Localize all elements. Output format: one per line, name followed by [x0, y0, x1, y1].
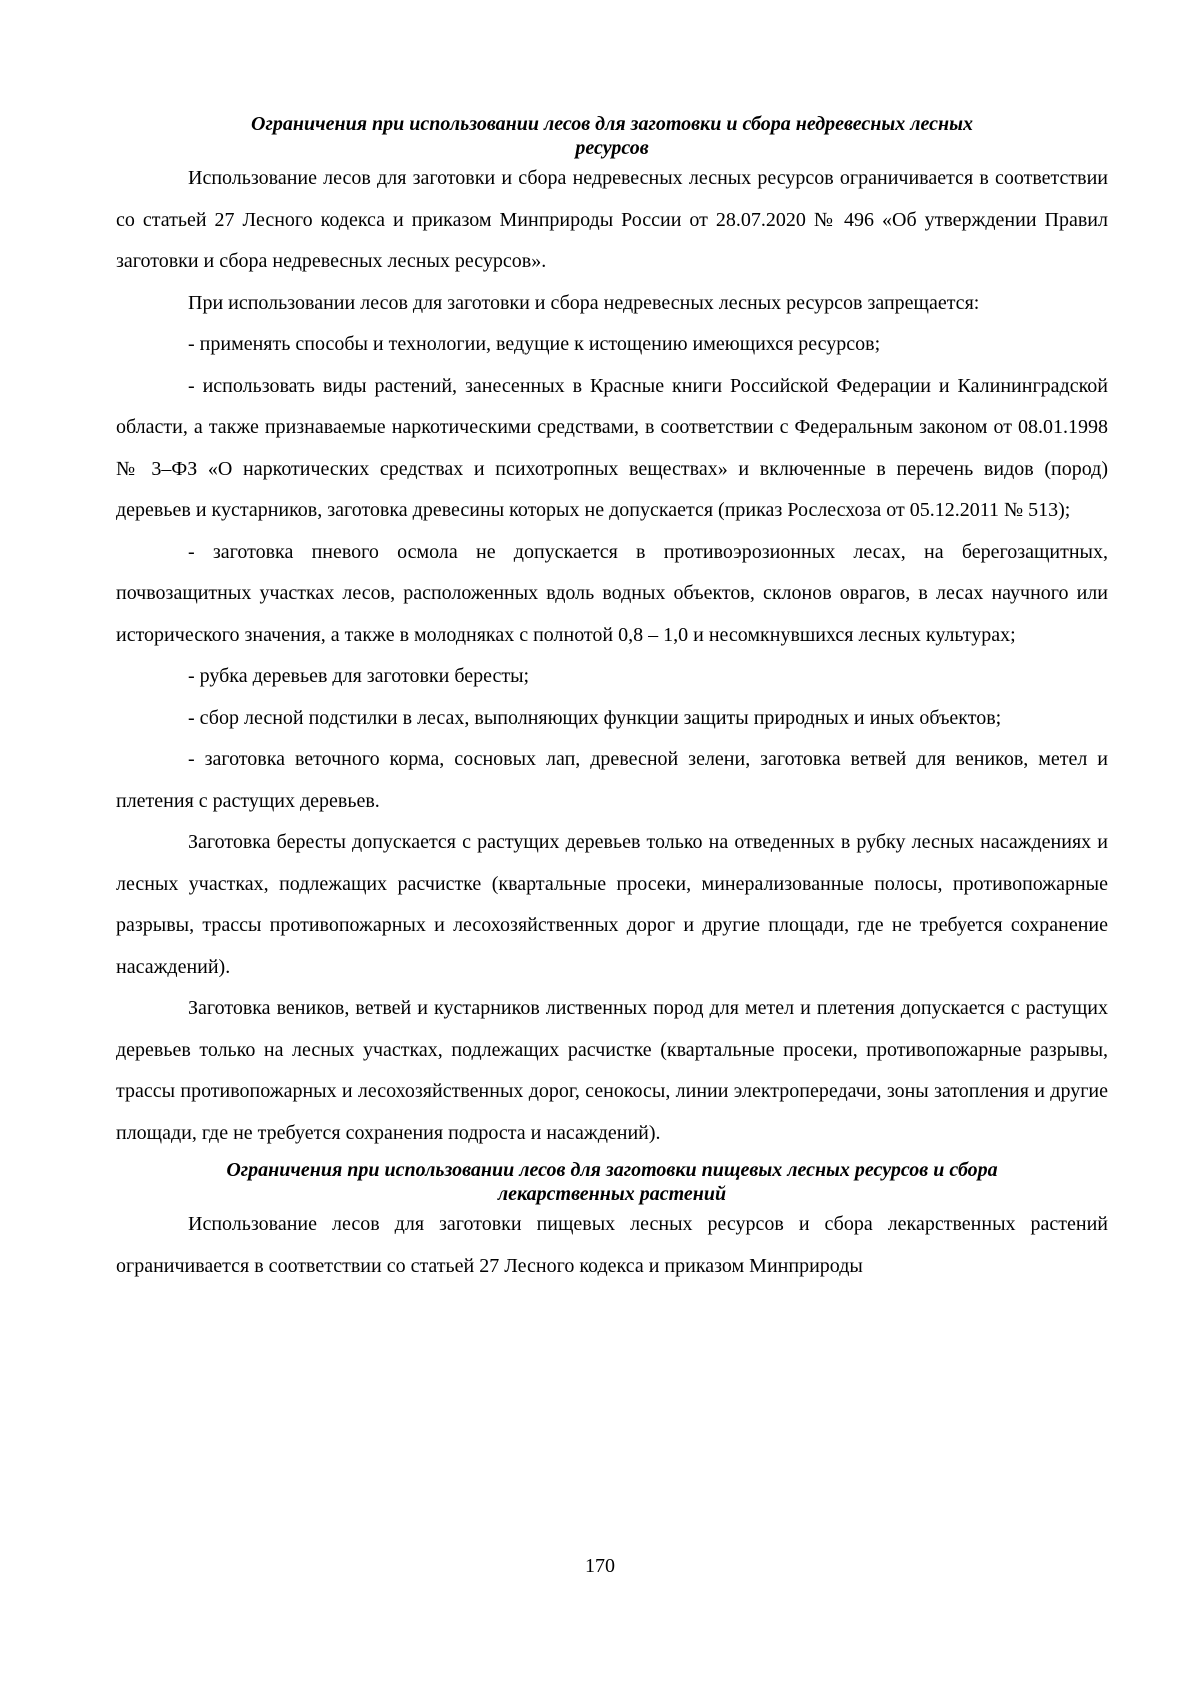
- list-item: - рубка деревьев для заготовки бересты;: [188, 665, 530, 687]
- heading-line: ресурсов: [575, 137, 649, 159]
- paragraph: При использовании лесов для заготовки и сбора недревесных лесных ресурсов запрещается:: [188, 291, 980, 314]
- section-heading-food-resources: [116, 1158, 1108, 1206]
- paragraph: Заготовка бересты допускается с растущих деревьев только на отведенных в рубку лесных насаждениях и лесных участках, подлежащих расчистке (квартальные просеки, минерализованные полосы, противопожарные разрывы, трассы противопожарных и лесохозяйственных дорог и другие площади, где не требуется сохранение насаждений).: [116, 831, 1108, 978]
- paragraph: Использование лесов для заготовки пищевых лесных ресурсов и сбора лекарственных растений ограничивается в соответствии со статьей 27 Лесного кодекса и приказом Минприроды: [116, 1213, 1108, 1277]
- list-item: - заготовка веточного корма, сосновых лап, древесной зелени, заготовка ветвей для веников, метел и плетения с растущих деревьев.: [116, 748, 1108, 812]
- document-page: [116, 112, 1108, 1287]
- heading-line: Ограничения при использовании лесов для заготовки пищевых лесных ресурсов и сбора: [226, 1159, 998, 1181]
- list-item: - использовать виды растений, занесенных в Красные книги Российской Федерации и Калининградской области, а также признаваемые наркотическими средствами, в соответствии с Федеральным законом от 08.01.1998 № 3–ФЗ «О наркотических средствах и психотропных веществах» и включенные в перечень видов (пород) деревьев и кустарников, заготовка древесины которых не допускается (приказ Рослесхоза от 05.12.2011 № 513);: [116, 374, 1108, 521]
- paragraph: Использование лесов для заготовки и сбора недревесных лесных ресурсов ограничивается в соответствии со статьей 27 Лесного кодекса и приказом Минприроды России от 28.07.2020 № 496 «Об утверждении Правил заготовки и сбора недревесных лесных ресурсов».: [116, 167, 1108, 272]
- list-item: - применять способы и технологии, ведущие к истощению имеющихся ресурсов;: [188, 333, 881, 355]
- list-item: - заготовка пневого осмола не допускается в противоэрозионных лесах, на берегозащитных, почвозащитных участках лесов, расположенных вдоль водных объектов, склонов оврагов, в лесах научного или исторического значения, а также в молодняках с полнотой 0,8 – 1,0 и несомкнувшихся лесных культурах;: [116, 540, 1108, 646]
- list-item: - сбор лесной подстилки в лесах, выполняющих функции защиты природных и иных объектов;: [188, 706, 1002, 729]
- heading-line: Ограничения при использовании лесов для заготовки и сбора недревесных лесных: [251, 113, 973, 135]
- heading-line: лекарственных растений: [497, 1183, 727, 1205]
- page-number: 170: [585, 1555, 615, 1577]
- paragraph: Заготовка веников, ветвей и кустарников лиственных пород для метел и плетения допускается с растущих деревьев только на лесных участках, подлежащих расчистке (квартальные просеки, противопожарные разрывы, трассы противопожарных и лесохозяйственных дорог, сенокосы, линии электропередачи, зоны затопления и другие площади, где не требуется сохранения подроста и насаждений).: [116, 997, 1108, 1144]
- section-heading-non-timber-resources: [116, 112, 1108, 160]
